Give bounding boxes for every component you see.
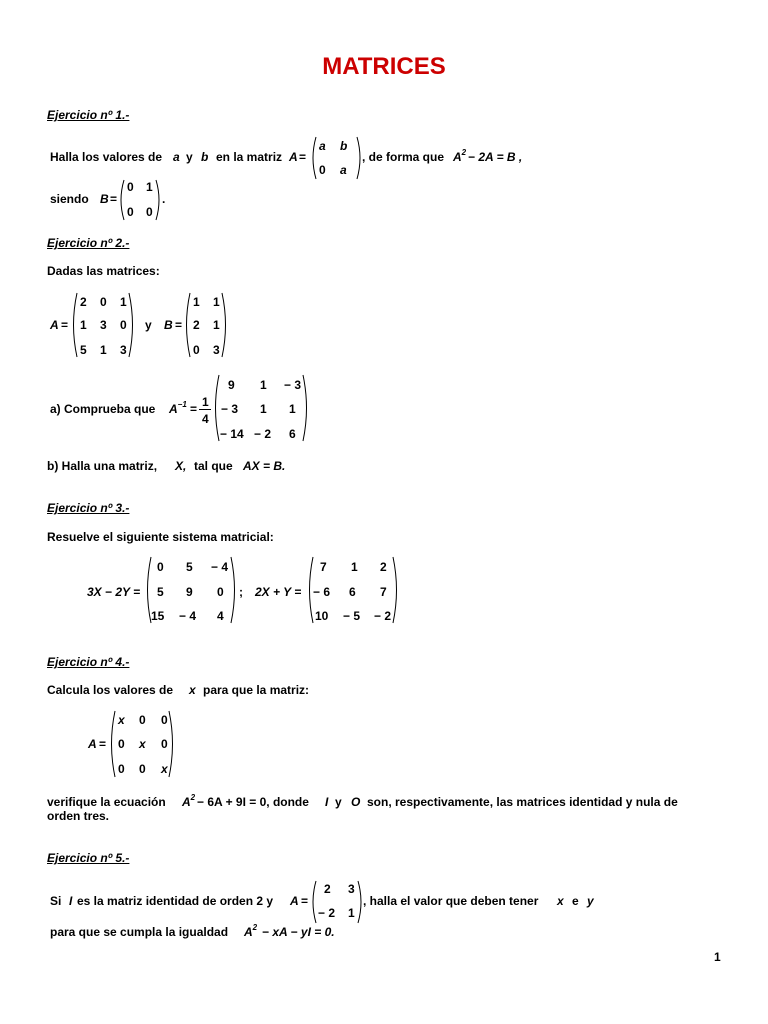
ex4-mat-cell: 0 bbox=[118, 762, 125, 776]
ex5-mat-cell: 2 bbox=[324, 882, 331, 896]
ex1-var-a: a bbox=[173, 150, 180, 164]
ex2-intro: Dadas las matrices: bbox=[47, 264, 160, 278]
ex1-text-1: Halla los valores de bbox=[50, 150, 163, 164]
ex2-tal-que: tal que bbox=[194, 459, 233, 473]
ex5-var-y: y bbox=[587, 894, 594, 908]
ex3-intro: Resuelve el siguiente sistema matricial: bbox=[47, 530, 274, 544]
ex5-condition-rest: − xA − yI = 0. bbox=[262, 925, 335, 939]
ex2-matA-cell: 1 bbox=[100, 343, 107, 357]
ex4-mat-cell: 0 bbox=[139, 713, 146, 727]
ex1-matrix-A-brackets bbox=[309, 135, 364, 181]
ex4-mat-cell: x bbox=[161, 762, 168, 776]
ex2-inv-cell: 1 bbox=[260, 378, 267, 392]
ex4-matrix-name-A: A bbox=[88, 737, 97, 751]
ex2-matB-cell: 1 bbox=[213, 295, 220, 309]
ex1-equals: = bbox=[299, 150, 307, 164]
ex2-matrix-name-B: B bbox=[164, 318, 173, 332]
exercise-5-heading: Ejercicio nº 5.- bbox=[47, 851, 130, 865]
ex3-mat2-cell: 6 bbox=[349, 585, 356, 599]
ex5-mat-cell: − 2 bbox=[318, 906, 336, 920]
ex4-verify-text-3: orden tres. bbox=[47, 809, 110, 823]
ex1-matA-cell: b bbox=[340, 139, 348, 153]
ex5-matrix-name-A: A bbox=[290, 894, 299, 908]
ex5-mat-cell: 3 bbox=[348, 882, 355, 896]
ex4-and: y bbox=[335, 795, 342, 809]
ex3-mat1-cell: − 4 bbox=[211, 560, 229, 574]
ex2-matB-cell: 3 bbox=[213, 343, 220, 357]
ex2-matB-cell: 1 bbox=[213, 318, 220, 332]
ex4-verify-text-2: son, respectivamente, las matrices identidad y nula de bbox=[367, 795, 678, 809]
ex2-var-X: X, bbox=[175, 459, 187, 473]
ex4-var-O: O bbox=[351, 795, 361, 809]
ex2-matB-cell: 2 bbox=[193, 318, 200, 332]
ex2-part-b-label: b) Halla una matriz, bbox=[47, 459, 158, 473]
ex3-mat2-cell: 1 bbox=[351, 560, 358, 574]
ex5-var-x: x bbox=[557, 894, 564, 908]
ex2-matA-cell: 1 bbox=[120, 295, 127, 309]
ex3-mat2-cell: − 6 bbox=[313, 585, 331, 599]
ex2-matA-cell: 0 bbox=[100, 295, 107, 309]
ex4-var-I: I bbox=[325, 795, 329, 809]
ex4-verify-text: verifique la ecuación bbox=[47, 795, 166, 809]
ex5-e: e bbox=[572, 894, 579, 908]
ex2-fraction-bar bbox=[199, 409, 211, 410]
ex1-matrix-name-B: B bbox=[100, 192, 109, 206]
ex2-inv-cell: 9 bbox=[228, 378, 235, 392]
ex1-matB-cell: 0 bbox=[146, 205, 153, 219]
ex2-matA-cell: 0 bbox=[120, 318, 127, 332]
ex2-matA-cell: 2 bbox=[80, 295, 87, 309]
ex2-equation: AX = B. bbox=[243, 459, 286, 473]
ex5-text-3: para que se cumpla la igualdad bbox=[50, 925, 229, 939]
exercise-4-heading: Ejercicio nº 4.- bbox=[47, 655, 130, 669]
ex3-mat1-cell: 0 bbox=[157, 560, 164, 574]
exercise-2-heading: Ejercicio nº 2.- bbox=[47, 236, 130, 250]
ex2-fraction-denominator: 4 bbox=[202, 412, 209, 426]
ex3-lhs-1: 3X − 2Y = bbox=[87, 585, 141, 599]
ex2-and: y bbox=[145, 318, 152, 332]
ex2-matA-cell: 3 bbox=[120, 343, 127, 357]
ex4-mat-cell: 0 bbox=[139, 762, 146, 776]
ex1-matA-cell: 0 bbox=[319, 163, 326, 177]
ex1-condition-A: $A^2$ bbox=[453, 148, 467, 164]
ex3-mat1-cell: − 4 bbox=[179, 609, 197, 623]
ex1-matB-cell: 0 bbox=[127, 180, 134, 194]
ex1-matA-cell: a bbox=[319, 139, 326, 153]
ex5-equals: = bbox=[301, 894, 309, 908]
ex1-matA-cell: a bbox=[340, 163, 347, 177]
ex4-mat-cell: 0 bbox=[118, 737, 125, 751]
ex3-mat1-cell: 0 bbox=[217, 585, 224, 599]
page-title: MATRICES bbox=[322, 53, 446, 80]
ex4-mat-cell: x bbox=[118, 713, 125, 727]
ex2-inverse-A: $A^{-1}$ bbox=[169, 400, 187, 416]
ex2-matB-cell: 0 bbox=[193, 343, 200, 357]
ex3-mat2-cell: 2 bbox=[380, 560, 387, 574]
ex5-text-2: , halla el valor que deben tener bbox=[363, 894, 539, 908]
ex2-matA-cell: 1 bbox=[80, 318, 87, 332]
ex1-and: y bbox=[186, 150, 193, 164]
ex1-siendo: siendo bbox=[50, 192, 89, 206]
ex3-mat2-cell: − 2 bbox=[374, 609, 392, 623]
ex2-fraction-numerator: 1 bbox=[202, 395, 209, 409]
ex1-matrix-B-brackets bbox=[117, 178, 166, 222]
ex3-separator: ; bbox=[239, 585, 243, 599]
ex4-mat-cell: 0 bbox=[161, 737, 168, 751]
ex3-mat1-cell: 9 bbox=[186, 585, 193, 599]
ex2-inv-cell: − 3 bbox=[221, 402, 239, 416]
ex1-matB-cell: 0 bbox=[127, 205, 134, 219]
ex4-text-1: Calcula los valores de bbox=[47, 683, 174, 697]
ex2-matA-cell: 5 bbox=[80, 343, 87, 357]
ex1-condition-rest: − 2A = B , bbox=[468, 150, 523, 164]
ex3-mat2-cell: − 5 bbox=[343, 609, 361, 623]
ex1-period: . bbox=[162, 192, 166, 206]
ex5-text-1: es la matriz identidad de orden 2 y bbox=[77, 894, 274, 908]
ex2-inv-cell: − 3 bbox=[284, 378, 302, 392]
ex3-mat1-cell: 5 bbox=[157, 585, 164, 599]
ex5-mat-cell: 1 bbox=[348, 906, 355, 920]
ex3-mat1-cell: 15 bbox=[151, 609, 165, 623]
ex2-inv-cell: 1 bbox=[260, 402, 267, 416]
ex4-mat-cell: x bbox=[139, 737, 146, 751]
ex4-var-x: x bbox=[189, 683, 196, 697]
ex4-equals: = bbox=[99, 737, 107, 751]
ex2-matB-cell: 1 bbox=[193, 295, 200, 309]
ex2-part-a-label: a) Comprueba que bbox=[50, 402, 156, 416]
ex2-inv-cell: 6 bbox=[289, 427, 296, 441]
ex1-text-2: en la matriz bbox=[216, 150, 283, 164]
ex1-matrix-name-A: A bbox=[289, 150, 298, 164]
exercise-3-heading: Ejercicio nº 3.- bbox=[47, 501, 130, 515]
ex4-equation-A: $A^2$ bbox=[182, 793, 196, 809]
ex1-text-3: , de forma que bbox=[362, 150, 445, 164]
ex2-equals-a: = bbox=[61, 318, 69, 332]
ex2-matrix-B-brackets bbox=[183, 291, 229, 359]
ex1-equals-b: = bbox=[110, 192, 118, 206]
ex2-inv-cell: − 2 bbox=[254, 427, 272, 441]
ex1-var-b: b bbox=[201, 150, 209, 164]
ex2-equals-b: = bbox=[175, 318, 183, 332]
ex3-mat1-cell: 5 bbox=[186, 560, 193, 574]
ex3-mat2-cell: 10 bbox=[315, 609, 329, 623]
ex1-matB-cell: 1 bbox=[146, 180, 153, 194]
ex2-equals-inv: = bbox=[190, 402, 198, 416]
ex3-mat2-cell: 7 bbox=[320, 560, 327, 574]
ex3-mat2-cell: 7 bbox=[380, 585, 387, 599]
ex5-condition-A: $A^2$ bbox=[244, 923, 258, 939]
ex2-inv-cell: 1 bbox=[289, 402, 296, 416]
ex3-lhs-2: 2X + Y = bbox=[255, 585, 302, 599]
ex2-matrix-name-A: A bbox=[50, 318, 59, 332]
ex3-mat1-cell: 4 bbox=[217, 609, 224, 623]
ex5-var-I: I bbox=[69, 894, 73, 908]
page-number: 1 bbox=[714, 950, 721, 964]
ex4-equation-rest: − 6A + 9I = 0, donde bbox=[197, 795, 309, 809]
ex2-inv-cell: − 14 bbox=[220, 427, 244, 441]
ex4-text-2: para que la matriz: bbox=[203, 683, 310, 697]
ex4-mat-cell: 0 bbox=[161, 713, 168, 727]
exercise-1-heading: Ejercicio nº 1.- bbox=[47, 108, 130, 122]
ex5-si: Si bbox=[50, 894, 62, 908]
ex2-matA-cell: 3 bbox=[100, 318, 107, 332]
